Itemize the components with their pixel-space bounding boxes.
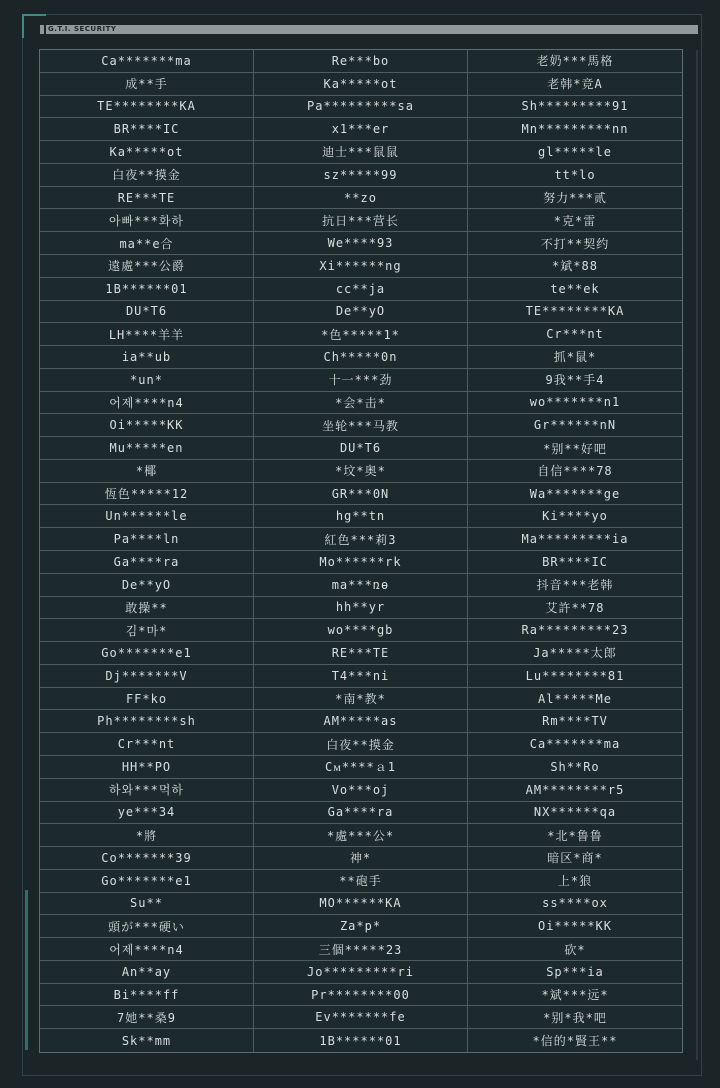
table-cell: *别**好吧 xyxy=(468,437,682,460)
table-cell: 白夜**摸金 xyxy=(40,164,254,187)
table-cell: 抓*鼠* xyxy=(468,346,682,369)
table-cell: BR****IC xyxy=(40,118,254,141)
table-cell: Co*******39 xyxy=(40,847,254,870)
table-cell: Pa****ln xyxy=(40,528,254,551)
table-cell: *坟*奥* xyxy=(254,460,468,483)
table-cell: Go*******e1 xyxy=(40,870,254,893)
table-cell: Xi******ng xyxy=(254,255,468,278)
frame-left-accent xyxy=(25,890,28,1050)
table-cell: 砍* xyxy=(468,938,682,961)
table-cell: *信的*賢王** xyxy=(532,1034,618,1049)
table-cell: Ch*****0n xyxy=(254,346,468,369)
table-cell: Za*p* xyxy=(254,915,468,938)
table-cell: De**yO xyxy=(254,301,468,324)
table-cell: ye***34 xyxy=(40,802,254,825)
table-cell: 7她**桑9 xyxy=(40,1006,254,1029)
table-cell: An**ay xyxy=(40,961,254,984)
table-cell: *un* xyxy=(40,369,254,392)
table-cell: **zo xyxy=(254,187,468,210)
table-cell: Al*****Me xyxy=(468,688,682,711)
table-cell: 迪士***鼠鼠 xyxy=(254,141,468,164)
table-cell: NX******qa xyxy=(468,802,682,825)
table-cell: *南*教* xyxy=(254,688,468,711)
table-cell: 自信****78 xyxy=(468,460,682,483)
table-cell: Ga****ra xyxy=(254,802,468,825)
table-cell: 白夜**摸金 xyxy=(254,733,468,756)
table-cell: 恆色*****12 xyxy=(40,483,254,506)
table-cell: Ma*********ia xyxy=(468,528,682,551)
table-cell: Dj*******V xyxy=(40,665,254,688)
table-cell: Sh*********91 xyxy=(468,96,682,119)
table-cell: ss****ox xyxy=(468,893,682,916)
table-cell: *斌*88 xyxy=(468,255,682,278)
table-cell: 上*狼 xyxy=(468,870,682,893)
table-cell: FF*ko xyxy=(40,688,254,711)
table-cell: DU*T6 xyxy=(254,437,468,460)
table-cell: wo*******n1 xyxy=(468,392,682,415)
table-cell: hh**yr xyxy=(254,597,468,620)
frame-corner-accent-vertical xyxy=(22,14,24,38)
table-cell: Bi****ff xyxy=(40,984,254,1007)
player-name-table xyxy=(39,49,683,1053)
header-title: G.T.I. SECURITY xyxy=(48,25,117,33)
table-cell: hg**tn xyxy=(254,505,468,528)
table-cell: BR****IC xyxy=(468,551,682,574)
table-cell: TE********KA xyxy=(40,96,254,119)
table-cell: 暗区*商* xyxy=(468,847,682,870)
table-cell: Ca*******ma xyxy=(40,50,254,73)
table-cell: We****93 xyxy=(254,232,468,255)
table-cell: Su** xyxy=(40,893,254,916)
frame-right-accent xyxy=(696,50,698,1060)
table-cell: 神* xyxy=(254,847,468,870)
table-cell: MO******KA xyxy=(254,893,468,916)
table-cell: RE***TE xyxy=(40,187,254,210)
table-cell: gl*****le xyxy=(468,141,682,164)
table-cell: 不打**契约 xyxy=(468,232,682,255)
table-cell: 十一***劲 xyxy=(254,369,468,392)
header-bar xyxy=(46,25,698,34)
header-notch xyxy=(40,25,44,34)
table-cell: GR***0N xyxy=(254,483,468,506)
table-cell: DU*T6 xyxy=(40,301,254,324)
table-cell: ma**e合 xyxy=(40,232,254,255)
table-cell: Sp***ia xyxy=(468,961,682,984)
table-cell: Ki****yo xyxy=(468,505,682,528)
table-cell: Sh**Ro xyxy=(468,756,682,779)
table-cell: LH****羊羊 xyxy=(40,323,254,346)
table-cell: 努力***贰 xyxy=(468,187,682,210)
table-cell: Cr***nt xyxy=(468,323,682,346)
table-cell: ia**ub xyxy=(40,346,254,369)
table-cell: 어제****n4 xyxy=(40,938,254,961)
table-cell: 頭が***硬い xyxy=(40,915,254,938)
table-cell: *將 xyxy=(40,824,254,847)
table-cell: Mu*****en xyxy=(40,437,254,460)
table-cell: De**yO xyxy=(40,574,254,597)
table-cell: TE********KA xyxy=(468,301,682,324)
table-cell: 9我**手4 xyxy=(468,369,682,392)
table-cell: Ph********sh xyxy=(40,710,254,733)
table-cell: tt*lo xyxy=(468,164,682,187)
table-cell: Mo******rk xyxy=(254,551,468,574)
table-cell: **砲手 xyxy=(254,870,468,893)
table-cell: Oi*****KK xyxy=(468,915,682,938)
table-cell: *克*雷 xyxy=(468,209,682,232)
table-cell: Rm****TV xyxy=(468,710,682,733)
table-cell: Jo*********ri xyxy=(254,961,468,984)
table-cell: x1***er xyxy=(254,118,468,141)
table-cell: AM*****as xyxy=(254,710,468,733)
table-cell: Wa*******ge xyxy=(468,483,682,506)
table-cell: 坐轮***马教 xyxy=(254,414,468,437)
table-cell: 遠處***公爵 xyxy=(40,255,254,278)
table-cell: *会*击* xyxy=(254,392,468,415)
table-cell: cc**ja xyxy=(254,278,468,301)
table-cell: Un******le xyxy=(40,505,254,528)
table-cell: Vo***oj xyxy=(254,779,468,802)
table-cell: *别*我*吧 xyxy=(468,1006,682,1029)
table-cell: 敢操** xyxy=(40,597,254,620)
table-cell: *處***公* xyxy=(254,824,468,847)
table-cell: 1B******01 xyxy=(254,1029,468,1052)
table-cell: 김*마* xyxy=(40,619,254,642)
table-cell: Ja*****太郎 xyxy=(468,642,682,665)
table-cell: 抗日***营长 xyxy=(254,209,468,232)
table-cell: 成**手 xyxy=(40,73,254,96)
table-cell: T4***ni xyxy=(254,665,468,688)
table-cell: *色*****1* xyxy=(254,323,468,346)
table-cell: Ca*******ma xyxy=(468,733,682,756)
table-cell: *椰 xyxy=(40,460,254,483)
table-cell: 老奶***馬格 xyxy=(468,50,682,73)
table-cell: *北*鲁鲁 xyxy=(468,824,682,847)
table-cell: 抖音***老韩 xyxy=(468,574,682,597)
table-cell: 아빠***화하 xyxy=(40,209,254,232)
table-cell: Pa*********sa xyxy=(254,96,468,119)
table-cell: 三個*****23 xyxy=(254,938,468,961)
table-cell: Ra*********23 xyxy=(468,619,682,642)
table-cell: te**ek xyxy=(468,278,682,301)
table-cell: 1B******01 xyxy=(40,278,254,301)
table-cell: AM********r5 xyxy=(468,779,682,802)
table-cell: 老韩*竞A xyxy=(468,73,682,96)
table-cell: Sk**mm xyxy=(40,1029,254,1052)
table-cell: wo****gb xyxy=(254,619,468,642)
table-cell: 어제****n4 xyxy=(40,392,254,415)
table-cell: HH**PO xyxy=(40,756,254,779)
table-cell: 하와***먹하 xyxy=(40,779,254,802)
table-cell: Ev*******fe xyxy=(254,1006,468,1029)
table-cell: Cr***nt xyxy=(40,733,254,756)
table-cell: Lu********81 xyxy=(468,665,682,688)
table-cell: Ka*****ot xyxy=(254,73,468,96)
table-cell: Cᴍ****ａ1 xyxy=(254,756,468,779)
table-cell: Mn*********nn xyxy=(468,118,682,141)
table-cell: RE***TE xyxy=(254,642,468,665)
table-cell: *斌***远* xyxy=(468,984,682,1007)
table-cell: Pr********00 xyxy=(254,984,468,1007)
table-cell: Go*******e1 xyxy=(40,642,254,665)
table-cell: 紅色***莉3 xyxy=(254,528,468,551)
table-cell: Ga****ra xyxy=(40,551,254,574)
table-cell: Ka*****ot xyxy=(40,141,254,164)
table-cell: ma***ռө xyxy=(254,574,468,597)
table-cell: 艾許**78 xyxy=(468,597,682,620)
table-cell: sz*****99 xyxy=(254,164,468,187)
frame-corner-accent xyxy=(22,14,46,16)
table-cell: Re***bo xyxy=(254,50,468,73)
table-cell: Oi*****KK xyxy=(40,414,254,437)
table-cell: Gr******nN xyxy=(468,414,682,437)
